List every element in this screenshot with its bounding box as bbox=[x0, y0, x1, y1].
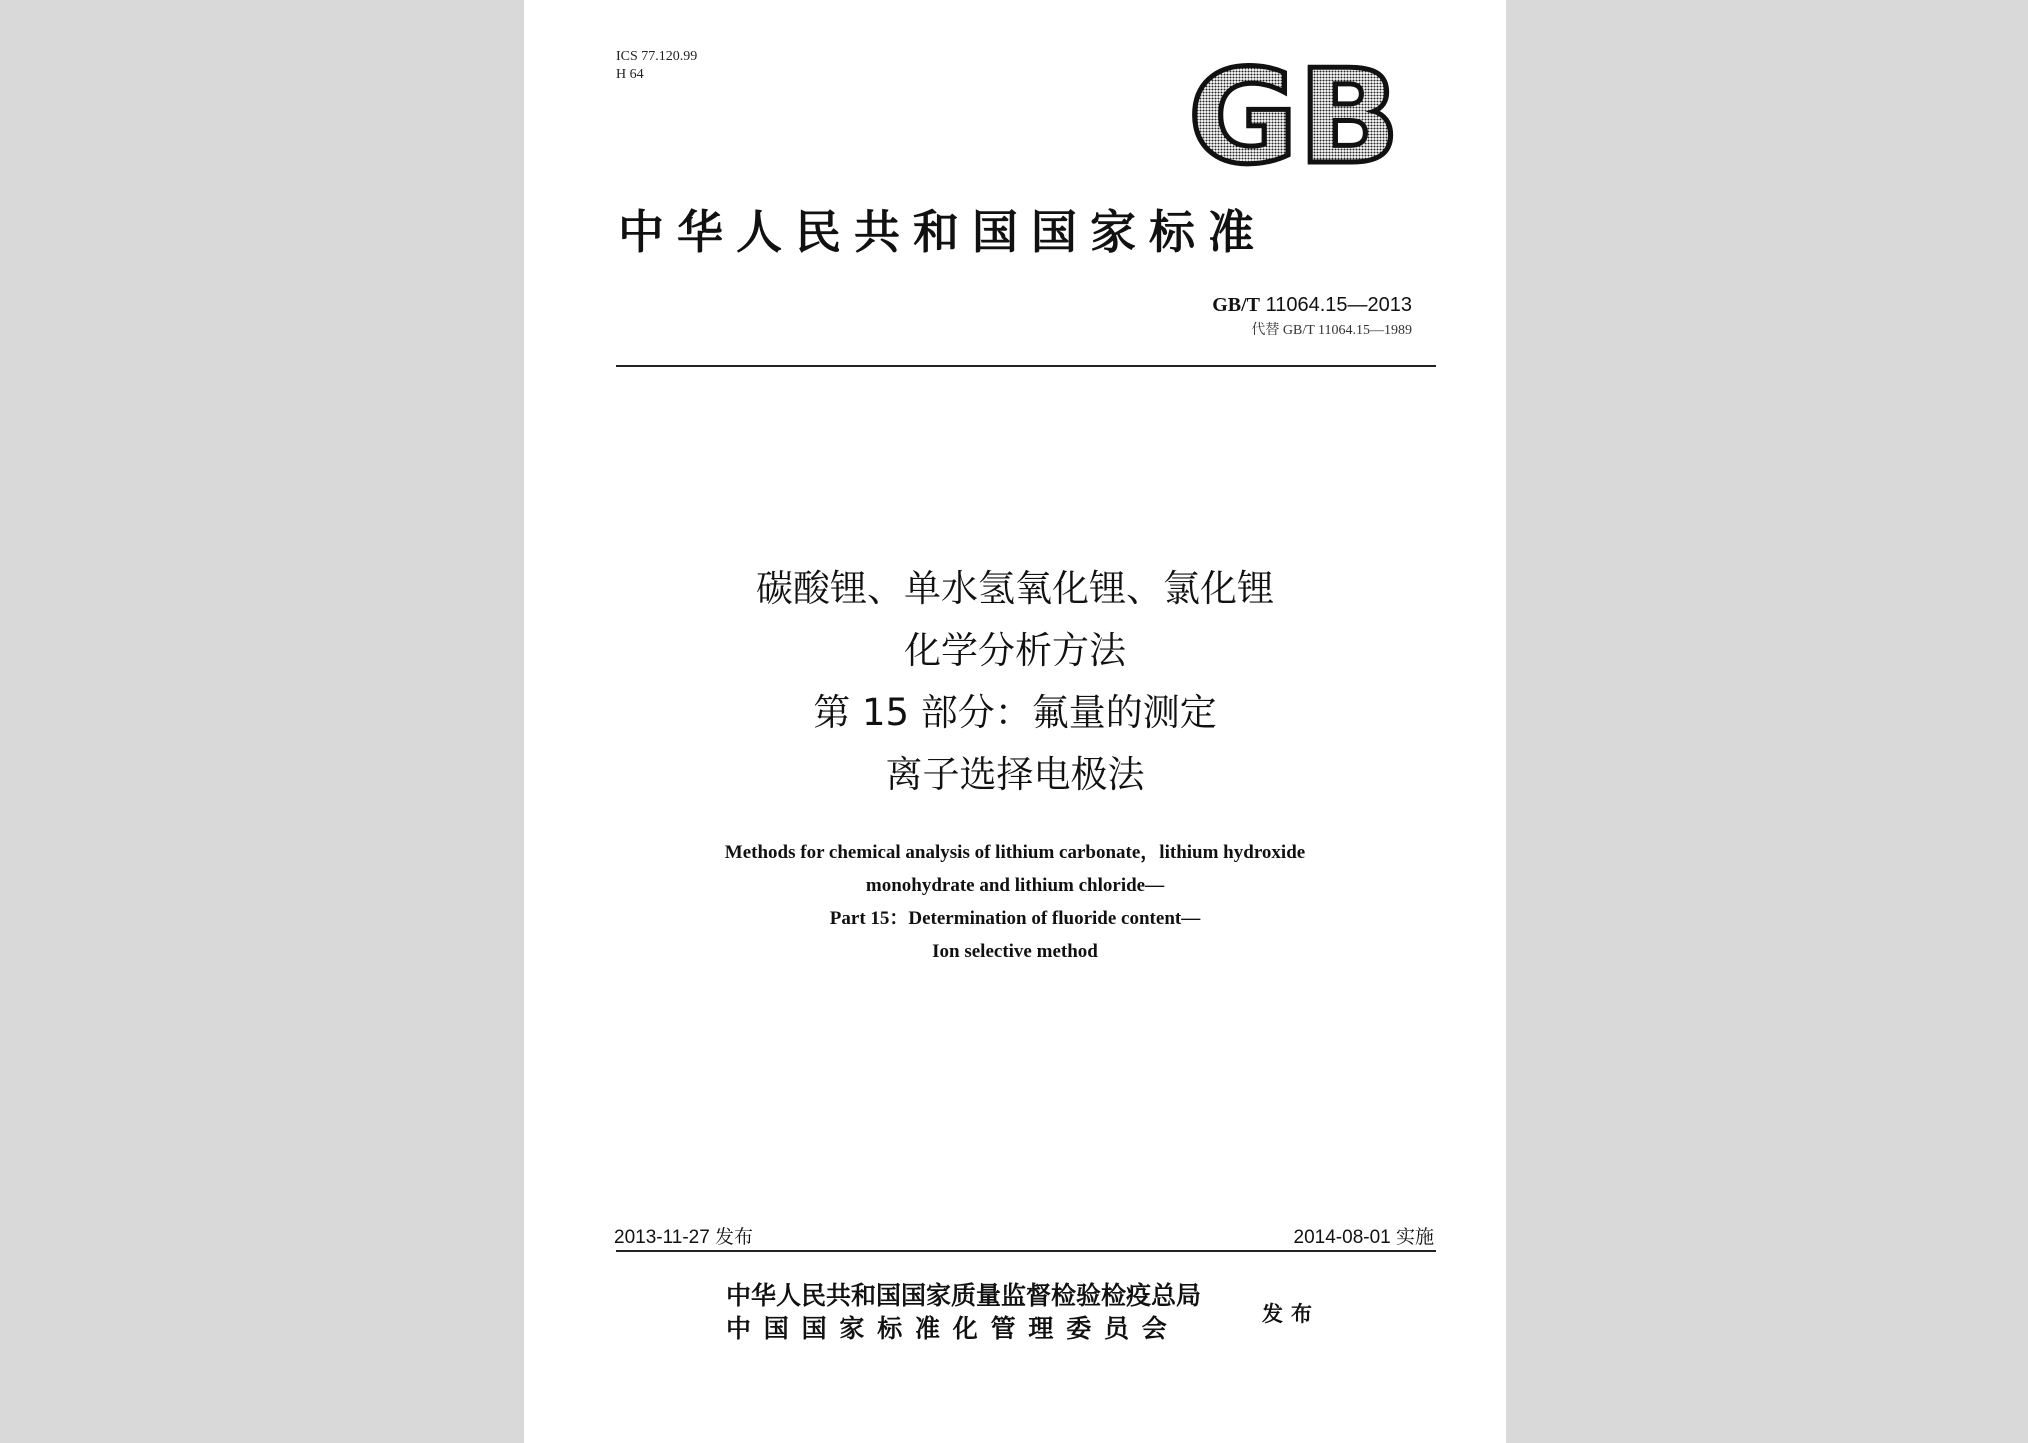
chinese-title-line: 化学分析方法 bbox=[904, 629, 1126, 672]
issuer-line: 中华人民共和国国家质量监督检验检疫总局 bbox=[726, 1281, 1202, 1310]
english-title bbox=[524, 836, 1506, 968]
gb-logo bbox=[1184, 58, 1406, 170]
classification-codes bbox=[616, 48, 697, 84]
english-title-line: Methods for chemical analysis of lithium carbonate，lithium hydroxide bbox=[724, 842, 1306, 863]
english-title-line: Ion selective method bbox=[932, 941, 1098, 962]
english-title-line: monohydrate and lithium chloride— bbox=[865, 875, 1165, 896]
chinese-title bbox=[524, 558, 1506, 806]
document-page bbox=[524, 0, 1506, 1443]
chinese-title-line: 离子选择电极法 bbox=[885, 753, 1145, 796]
issuing-authorities bbox=[726, 1279, 1201, 1345]
header-divider bbox=[616, 365, 1436, 367]
gb-logo-text: GB bbox=[1188, 58, 1400, 170]
ccs-code: H 64 bbox=[616, 67, 644, 82]
chinese-title-line: 第 15 部分：氟量的测定 bbox=[813, 691, 1217, 734]
english-title-line: Part 15：Determination of fluoride content— bbox=[829, 908, 1201, 929]
publish-label: 发布 bbox=[1262, 1302, 1320, 1326]
chinese-title-line: 碳酸锂、单水氢氧化锂、氯化锂 bbox=[756, 567, 1274, 610]
national-standard-heading: 中华人民共和国国家标准 bbox=[618, 205, 1267, 259]
issue-date: 2013-11-27 发布 bbox=[614, 1227, 754, 1248]
implementation-date: 2014-08-01 实施 bbox=[1293, 1227, 1434, 1248]
standard-prefix: GB/T bbox=[1212, 294, 1260, 316]
standard-code: 11064.15—2013 bbox=[1265, 294, 1412, 316]
issuer-line: 中国国家标准化管理委员会 bbox=[726, 1314, 1180, 1343]
standard-number-block bbox=[1212, 294, 1412, 339]
replaces-standard: 代替 GB/T 11064.15—1989 bbox=[1251, 323, 1412, 338]
standard-number bbox=[1212, 294, 1412, 317]
ics-code: ICS 77.120.99 bbox=[616, 49, 698, 64]
footer-divider bbox=[616, 1250, 1436, 1252]
